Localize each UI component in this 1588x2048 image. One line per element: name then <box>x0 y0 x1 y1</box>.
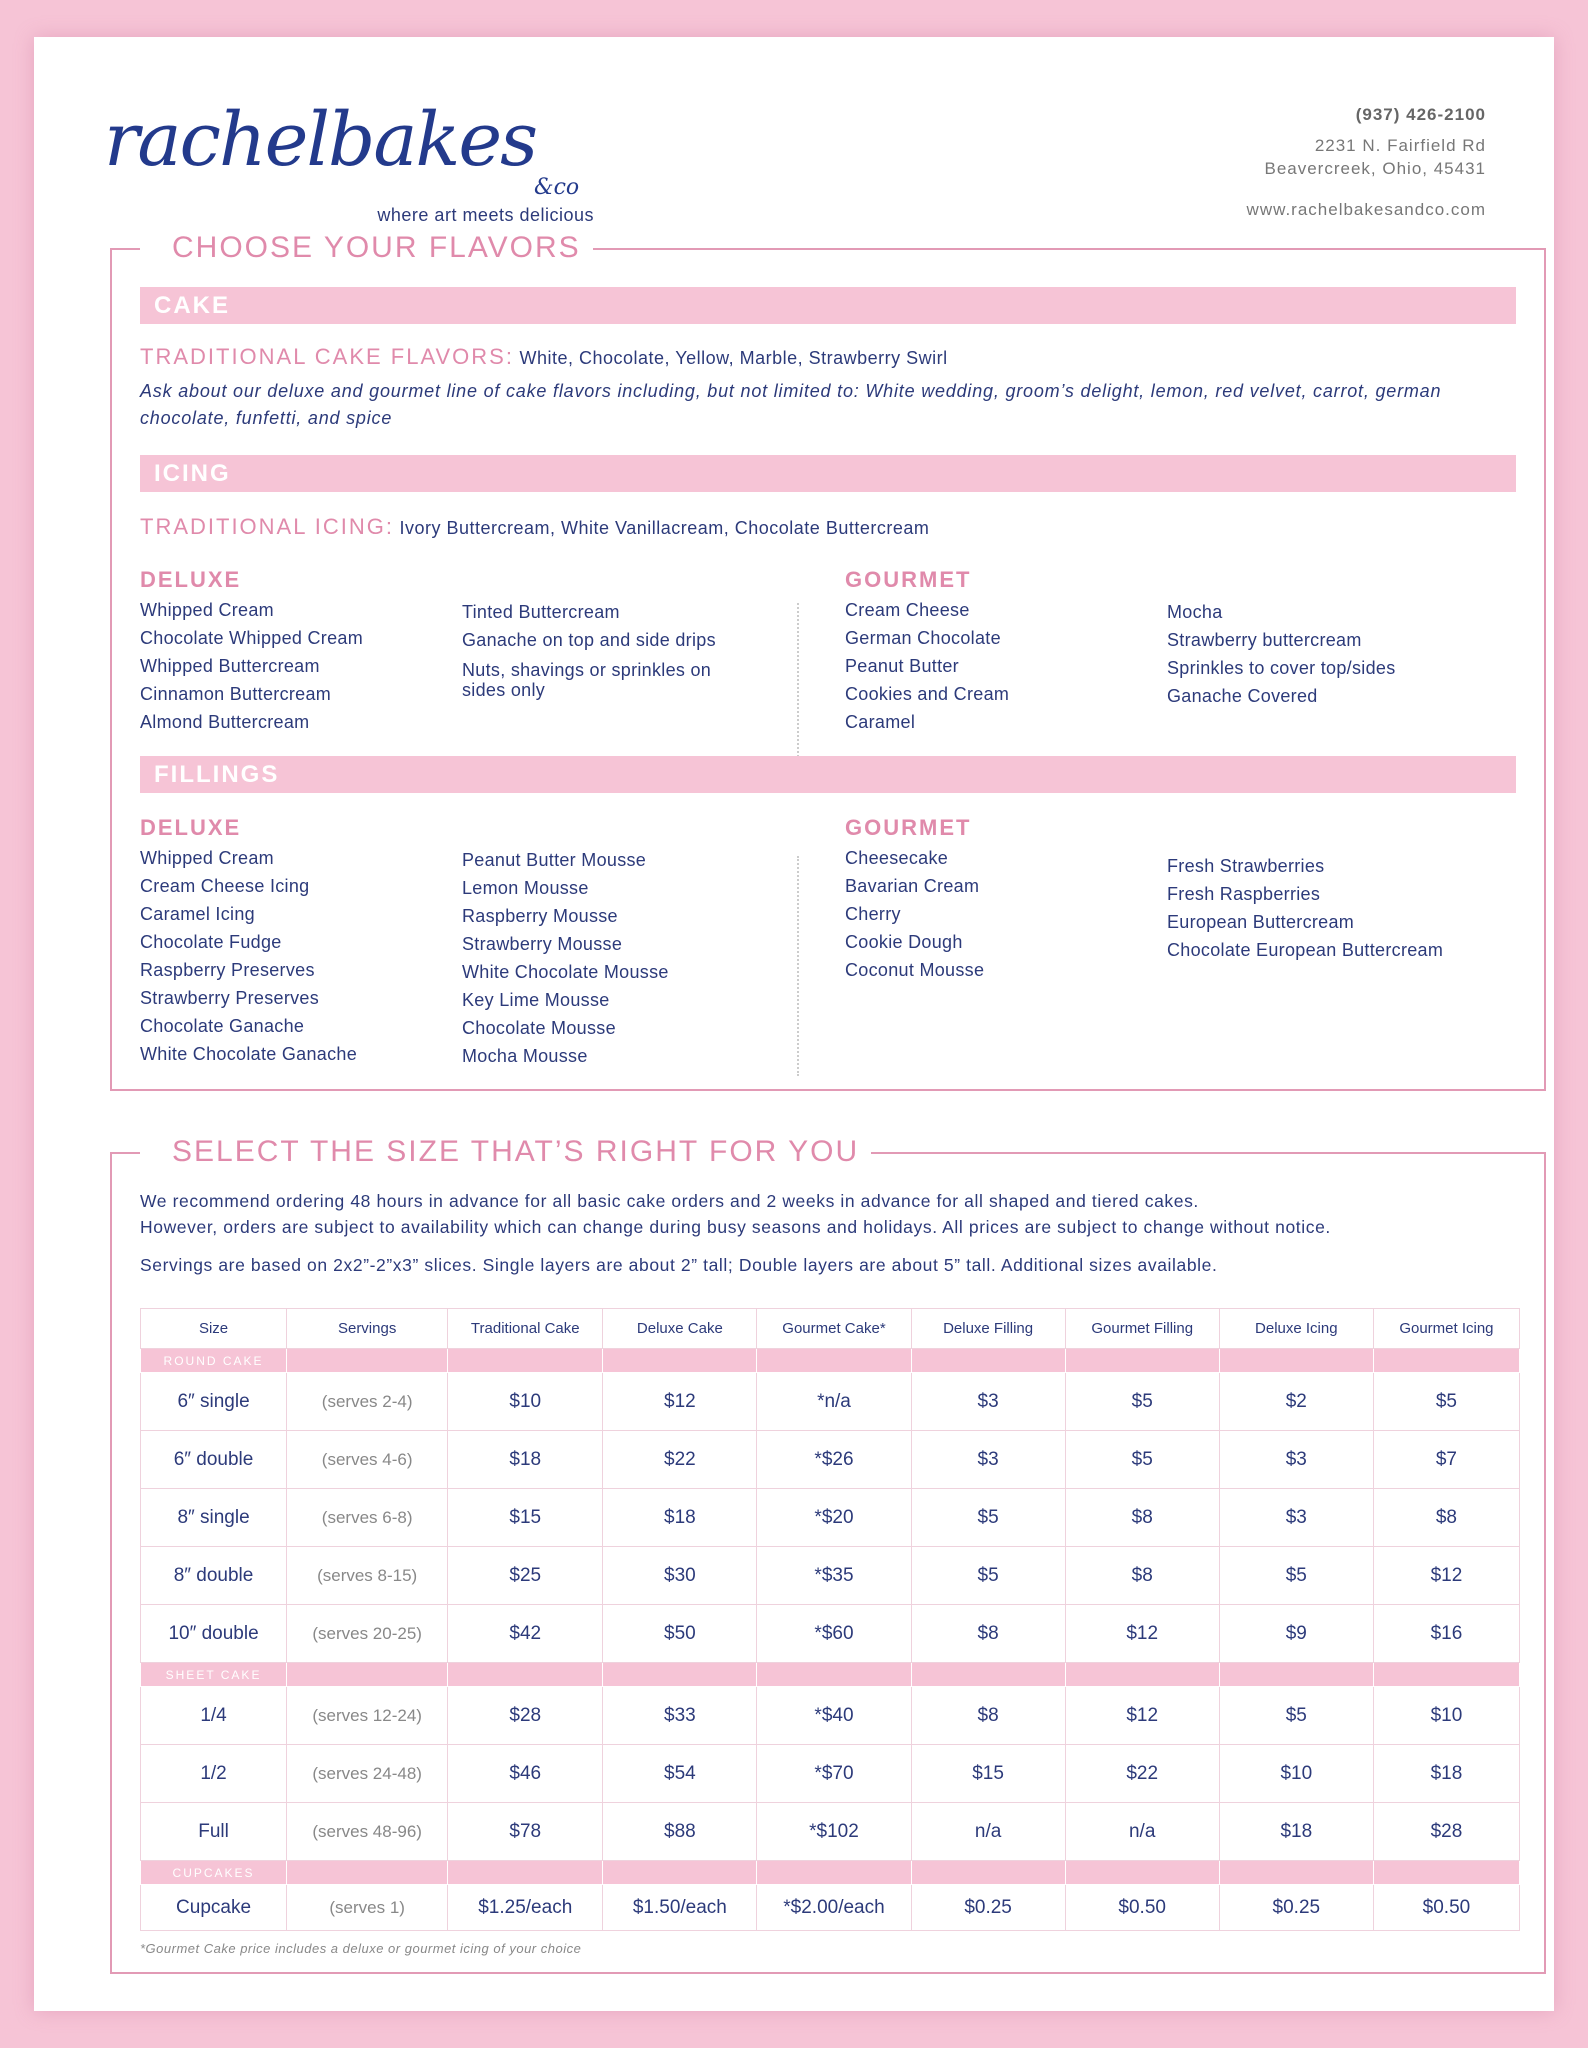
category-cell <box>1219 1663 1373 1687</box>
table-cell: (serves 24-48) <box>287 1745 448 1803</box>
table-cell: (serves 2-4) <box>287 1373 448 1431</box>
table-cell: $54 <box>603 1745 757 1803</box>
divider <box>112 248 140 250</box>
category-cell <box>603 1349 757 1373</box>
table-cell: (serves 20-25) <box>287 1605 448 1663</box>
table-row <box>141 1885 1520 1931</box>
table-cell: $30 <box>603 1547 757 1605</box>
list-item: Chocolate Whipped Cream <box>140 628 364 648</box>
category-cell <box>1219 1349 1373 1373</box>
table-cell: $7 <box>1373 1431 1519 1489</box>
table-row <box>141 1803 1520 1861</box>
list-item: Tinted Buttercream <box>462 602 620 622</box>
list-item: Key Lime Mousse <box>462 990 610 1010</box>
intro-line: We recommend ordering 48 hours in advance for all basic cake orders and 2 weeks in advance for all shaped and tiered cakes. <box>140 1191 1199 1211</box>
table-cell: $3 <box>1219 1431 1373 1489</box>
column-header: Size <box>141 1309 287 1349</box>
table-cell: $16 <box>1373 1605 1519 1663</box>
list-item: White Chocolate Mousse <box>462 962 669 982</box>
list-item: Fresh Raspberries <box>1167 884 1321 904</box>
table-row <box>141 1431 1520 1489</box>
footnote: *Gourmet Cake price includes a deluxe or gourmet icing of your choice <box>140 1941 582 1956</box>
divider <box>797 603 799 773</box>
table-cell: Full <box>141 1803 287 1861</box>
category-cell <box>1065 1349 1219 1373</box>
category-cell <box>448 1663 603 1687</box>
logo-wordmark: rachelbakes <box>104 97 537 183</box>
category-row <box>141 1349 1520 1373</box>
category-cell <box>1065 1861 1219 1885</box>
table-cell: $8 <box>1065 1547 1219 1605</box>
column-header: Deluxe Cake <box>603 1309 757 1349</box>
icing-deluxe-col1 <box>140 566 363 736</box>
section-title: SELECT THE SIZE THAT’S RIGHT FOR YOU <box>160 1135 871 1169</box>
gourmet-label: GOURMET <box>845 567 972 592</box>
table-cell: $12 <box>1065 1605 1219 1663</box>
table-cell: *$20 <box>757 1489 911 1547</box>
list-item: Whipped Cream <box>140 600 274 620</box>
table-cell: $5 <box>1373 1373 1519 1431</box>
list-item: Nuts, shavings or sprinkles on sides only <box>462 660 712 700</box>
table-cell: $15 <box>448 1489 603 1547</box>
logo <box>104 97 594 237</box>
table-cell: (serves 8-15) <box>287 1547 448 1605</box>
table-cell: $22 <box>1065 1745 1219 1803</box>
list-item: European Buttercream <box>1167 912 1355 932</box>
gourmet-label: GOURMET <box>845 815 972 840</box>
table-cell: $5 <box>1219 1547 1373 1605</box>
table-cell: $3 <box>1219 1489 1373 1547</box>
traditional-icing-line <box>140 514 929 540</box>
list-item: Peanut Butter Mousse <box>462 850 647 870</box>
list-item: Mocha Mousse <box>462 1046 588 1066</box>
table-cell: $42 <box>448 1605 603 1663</box>
table-cell: $12 <box>1065 1687 1219 1745</box>
table-cell: $10 <box>448 1373 603 1431</box>
list-item: Chocolate European Buttercream <box>1167 940 1444 960</box>
table-cell: $10 <box>1373 1687 1519 1745</box>
table-cell: 1/2 <box>141 1745 287 1803</box>
contact-info <box>1247 103 1486 221</box>
category-cell <box>1373 1663 1519 1687</box>
address-line-1: 2231 N. Fairfield Rd <box>1314 136 1486 155</box>
table-cell: (serves 12-24) <box>287 1687 448 1745</box>
table-row <box>141 1605 1520 1663</box>
icing-deluxe-col2 <box>462 598 752 700</box>
list-item: Cheesecake <box>845 848 949 868</box>
list-item: Chocolate Mousse <box>462 1018 616 1038</box>
table-cell: $0.50 <box>1373 1885 1519 1931</box>
list-item: Raspberry Mousse <box>462 906 618 926</box>
table-cell: $5 <box>911 1547 1065 1605</box>
list-item: Cinnamon Buttercream <box>140 684 332 704</box>
list-item: Almond Buttercream <box>140 712 310 732</box>
table-cell: (serves 48-96) <box>287 1803 448 1861</box>
table-cell: 8″ single <box>141 1489 287 1547</box>
table-cell: $78 <box>448 1803 603 1861</box>
divider <box>797 856 799 1076</box>
list-item: Caramel <box>845 712 916 732</box>
list-item: German Chocolate <box>845 628 1001 648</box>
category-cell <box>757 1663 911 1687</box>
column-header: Deluxe Icing <box>1219 1309 1373 1349</box>
list-item: Chocolate Ganache <box>140 1016 305 1036</box>
deluxe-label: DELUXE <box>140 815 242 840</box>
list-item: Cream Cheese Icing <box>140 876 310 896</box>
table-cell: *n/a <box>757 1373 911 1431</box>
tagline: where art meets delicious <box>377 205 594 225</box>
table-cell: $2 <box>1219 1373 1373 1431</box>
column-header: Gourmet Cake* <box>757 1309 911 1349</box>
table-cell: $0.25 <box>1219 1885 1373 1931</box>
intro-line: Servings are based on 2x2”-2”x3” slices. Single layers are about 2” tall; Double layers are about 5” tall. Additional sizes available. <box>140 1255 1218 1275</box>
table-cell: $18 <box>603 1489 757 1547</box>
table-cell: 8″ double <box>141 1547 287 1605</box>
category-cell <box>287 1349 448 1373</box>
table-cell: $1.50/each <box>603 1885 757 1931</box>
table-cell: n/a <box>911 1803 1065 1861</box>
table-cell: $15 <box>911 1745 1065 1803</box>
list-item: Cream Cheese <box>845 600 970 620</box>
table-cell: $46 <box>448 1745 603 1803</box>
fillings-deluxe-col2 <box>462 846 669 1070</box>
traditional-cake-line <box>140 344 948 370</box>
list-item: Peanut Butter <box>845 656 959 676</box>
flavors-section <box>110 231 1546 1091</box>
category-row <box>141 1663 1520 1687</box>
table-cell: $5 <box>911 1489 1065 1547</box>
list-item: Bavarian Cream <box>845 876 980 896</box>
category-cell <box>1373 1861 1519 1885</box>
table-cell: $18 <box>1219 1803 1373 1861</box>
icing-gourmet-col1 <box>845 566 1009 736</box>
category-cell <box>448 1349 603 1373</box>
list-item: Whipped Buttercream <box>140 656 320 676</box>
list-item: Coconut Mousse <box>845 960 985 980</box>
table-cell: *$26 <box>757 1431 911 1489</box>
table-header <box>141 1309 1520 1349</box>
table-cell: $5 <box>1219 1687 1373 1745</box>
category-cell <box>1065 1663 1219 1687</box>
table-row <box>141 1373 1520 1431</box>
table-cell: $9 <box>1219 1605 1373 1663</box>
fillings-deluxe-col1 <box>140 814 357 1068</box>
column-header: Traditional Cake <box>448 1309 603 1349</box>
table-cell: $0.50 <box>1065 1885 1219 1931</box>
list-item: Ganache Covered <box>1167 686 1318 706</box>
table-cell: $8 <box>1065 1489 1219 1547</box>
list-item: Chocolate Fudge <box>140 932 282 952</box>
list-item: White Chocolate Ganache <box>140 1044 358 1064</box>
divider <box>850 1152 1544 1154</box>
table-cell: 6″ double <box>141 1431 287 1489</box>
logo-co: &co <box>534 175 580 200</box>
table-cell: $1.25/each <box>448 1885 603 1931</box>
divider <box>590 248 1544 250</box>
table-cell: $5 <box>1065 1373 1219 1431</box>
category-label: ROUND CAKE <box>141 1349 287 1373</box>
table-cell: $28 <box>448 1687 603 1745</box>
icing-gourmet-col2 <box>1167 598 1396 710</box>
table-cell: 6″ single <box>141 1373 287 1431</box>
price-table <box>140 1308 1520 1931</box>
table-cell: Cupcake <box>141 1885 287 1931</box>
table-row <box>141 1547 1520 1605</box>
address-line-2: Beavercreek, Ohio, 45431 <box>1264 159 1486 178</box>
list-item: Cookies and Cream <box>845 684 1010 704</box>
list-item: Caramel Icing <box>140 904 255 924</box>
table-cell: 10″ double <box>141 1605 287 1663</box>
table-cell: (serves 1) <box>287 1885 448 1931</box>
table-cell: $18 <box>448 1431 603 1489</box>
table-cell: $5 <box>1065 1431 1219 1489</box>
table-cell: $22 <box>603 1431 757 1489</box>
cake-heading: CAKE <box>140 287 1516 324</box>
table-cell: $88 <box>603 1803 757 1861</box>
category-cell <box>603 1861 757 1885</box>
fillings-gourmet-col2 <box>1167 852 1443 964</box>
list-item: Cookie Dough <box>845 932 963 952</box>
table-cell: $10 <box>1219 1745 1373 1803</box>
table-row <box>141 1687 1520 1745</box>
column-header: Gourmet Icing <box>1373 1309 1519 1349</box>
cake-note: Ask about our deluxe and gourmet line of cake flavors including, but not limited to: White wedding, groom’s delight, lemon, red velvet, carrot, german chocolate, funfetti, and spice <box>140 381 1442 428</box>
menu-page <box>34 37 1554 2011</box>
table-cell: $0.25 <box>911 1885 1065 1931</box>
table-cell: $12 <box>603 1373 757 1431</box>
table-cell: $3 <box>911 1373 1065 1431</box>
table-cell: $3 <box>911 1431 1065 1489</box>
fillings-gourmet-col1 <box>845 814 984 984</box>
column-header: Deluxe Filling <box>911 1309 1065 1349</box>
deluxe-label: DELUXE <box>140 567 242 592</box>
fillings-heading: FILLINGS <box>140 756 1516 793</box>
category-cell <box>1219 1861 1373 1885</box>
category-label: CUPCAKES <box>141 1861 287 1885</box>
list-item: Cherry <box>845 904 901 924</box>
category-label: SHEET CAKE <box>141 1663 287 1687</box>
list-item: Fresh Strawberries <box>1167 856 1325 876</box>
list-item: Raspberry Preserves <box>140 960 315 980</box>
list-item: Sprinkles to cover top/sides <box>1167 658 1396 678</box>
table-cell: $8 <box>911 1605 1065 1663</box>
list-item: Strawberry Preserves <box>140 988 320 1008</box>
category-cell <box>911 1349 1065 1373</box>
table-cell: *$40 <box>757 1687 911 1745</box>
table-cell: $25 <box>448 1547 603 1605</box>
category-row <box>141 1861 1520 1885</box>
table-cell: $50 <box>603 1605 757 1663</box>
table-row <box>141 1745 1520 1803</box>
table-cell: (serves 6-8) <box>287 1489 448 1547</box>
table-cell: $28 <box>1373 1803 1519 1861</box>
table-cell: *$35 <box>757 1547 911 1605</box>
category-cell <box>287 1861 448 1885</box>
sizes-section <box>110 1135 1546 1974</box>
list-item: Whipped Cream <box>140 848 274 868</box>
table-cell: *$102 <box>757 1803 911 1861</box>
list-item: Mocha <box>1167 602 1223 622</box>
category-cell <box>287 1663 448 1687</box>
category-cell <box>448 1861 603 1885</box>
intro-text <box>140 1188 1331 1278</box>
list-item: Ganache on top and side drips <box>462 630 716 650</box>
list-item: Strawberry buttercream <box>1167 630 1362 650</box>
table-cell: n/a <box>1065 1803 1219 1861</box>
website-link[interactable]: www.rachelbakesandco.com <box>1246 200 1486 219</box>
list-item: Strawberry Mousse <box>462 934 623 954</box>
table-cell: $33 <box>603 1687 757 1745</box>
category-cell <box>603 1663 757 1687</box>
divider <box>112 1152 140 1154</box>
table-cell: 1/4 <box>141 1687 287 1745</box>
category-cell <box>757 1861 911 1885</box>
list-item: Lemon Mousse <box>462 878 589 898</box>
table-cell: $8 <box>911 1687 1065 1745</box>
intro-line: However, orders are subject to availability which can change during busy seasons and holidays. All prices are subject to change without notice. <box>140 1217 1331 1237</box>
table-cell: *$70 <box>757 1745 911 1803</box>
label: TRADITIONAL ICING: <box>140 514 394 539</box>
table-row <box>141 1489 1520 1547</box>
column-header: Gourmet Filling <box>1065 1309 1219 1349</box>
table-cell: $12 <box>1373 1547 1519 1605</box>
category-cell <box>911 1663 1065 1687</box>
column-header: Servings <box>287 1309 448 1349</box>
section-title: CHOOSE YOUR FLAVORS <box>160 231 593 265</box>
table-cell: $8 <box>1373 1489 1519 1547</box>
category-cell <box>911 1861 1065 1885</box>
table-cell: (serves 4-6) <box>287 1431 448 1489</box>
phone: (937) 426-2100 <box>1355 105 1486 124</box>
value: Ivory Buttercream, White Vanillacream, Chocolate Buttercream <box>399 518 930 538</box>
table-cell: *$60 <box>757 1605 911 1663</box>
label: TRADITIONAL CAKE FLAVORS: <box>140 344 514 369</box>
icing-heading: ICING <box>140 455 1516 492</box>
value: White, Chocolate, Yellow, Marble, Strawberry Swirl <box>519 348 948 368</box>
category-cell <box>757 1349 911 1373</box>
category-cell <box>1373 1349 1519 1373</box>
table-cell: $18 <box>1373 1745 1519 1803</box>
table-cell: *$2.00/each <box>757 1885 911 1931</box>
